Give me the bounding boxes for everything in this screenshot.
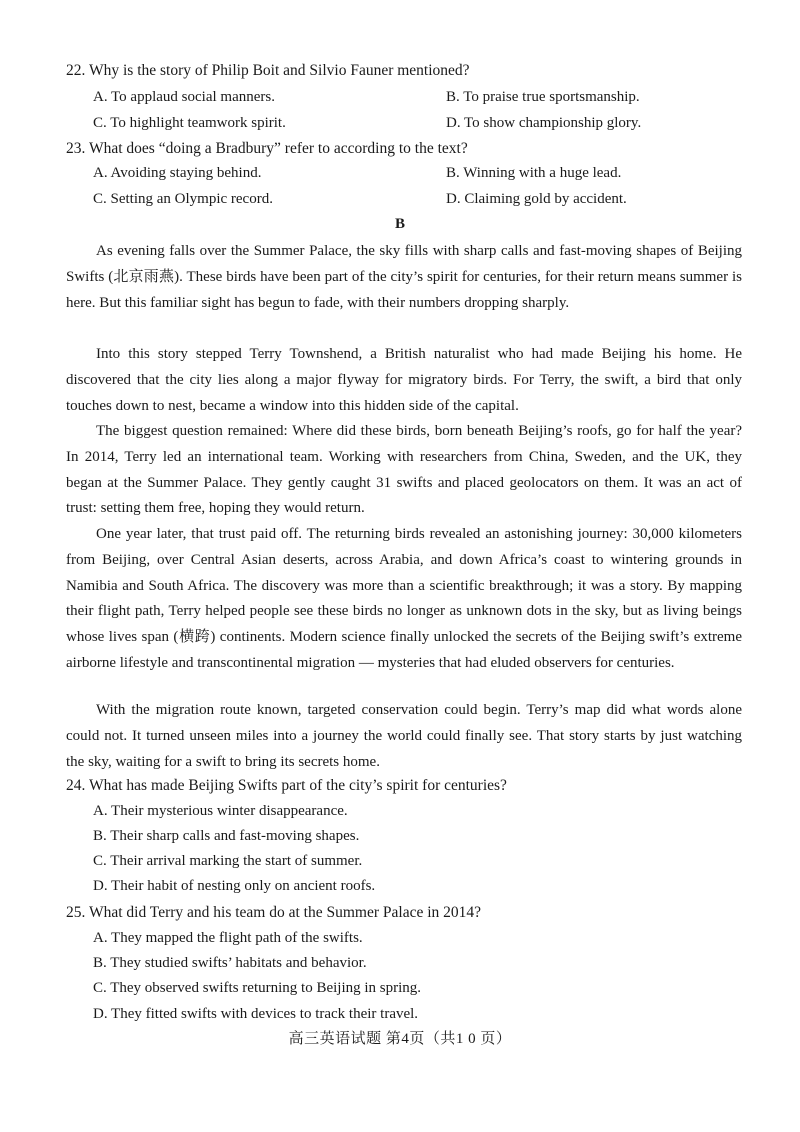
question-22-option-c: C. To highlight teamwork spirit. xyxy=(93,115,286,131)
question-25-option-c: C. They observed swifts returning to Beijing in spring. xyxy=(93,980,422,996)
page-footer: 高三英语试题 第4页（共1 0 页） xyxy=(288,1031,512,1047)
question-23-option-b: B. Winning with a huge lead. xyxy=(446,165,622,181)
question-25-option-b: B. They studied swifts’ habitats and behavior. xyxy=(93,955,367,971)
question-23-stem: 23. What does “doing a Bradbury” refer to according to the text? xyxy=(66,140,468,157)
question-22-option-a: A. To applaud social manners. xyxy=(93,89,275,105)
question-24-option-b: B. Their sharp calls and fast-moving shapes. xyxy=(93,828,360,844)
passage-paragraph-3: The biggest question remained: Where did these birds, born beneath Beijing’s roofs, go for half the year? In 2014, Terry led an international team. Working with researchers from China, Sweden, and the UK, they began at the Summer Palace. They gently caught 31 swifts and placed geolocators on them. It was an act of trust: setting them free, hoping they would return. xyxy=(66,423,742,517)
passage-paragraph-1: As evening falls over the Summer Palace, the sky fills with sharp calls and fast-moving shapes of Beijing Swifts (北京雨燕). These birds have been part of the city’s spirit for centuries, for their return means summer is here. But this familiar sight has begun to fade, with their numbers dropping sharply. xyxy=(66,243,742,311)
question-24-option-d: D. Their habit of nesting only on ancient roofs. xyxy=(93,878,376,894)
question-25-stem: 25. What did Terry and his team do at the Summer Palace in 2014? xyxy=(66,904,482,921)
question-24-option-a: A. Their mysterious winter disappearance. xyxy=(93,803,348,819)
question-24-stem: 24. What has made Beijing Swifts part of the city’s spirit for centuries? xyxy=(66,777,507,794)
question-22-stem: 22. Why is the story of Philip Boit and Silvio Fauner mentioned? xyxy=(66,62,470,79)
question-23-option-c: C. Setting an Olympic record. xyxy=(93,191,273,207)
question-25-option-d: D. They fitted swifts with devices to track their travel. xyxy=(93,1006,419,1022)
question-25-option-a: A. They mapped the flight path of the swifts. xyxy=(93,930,363,946)
passage-paragraph-2: Into this story stepped Terry Townshend, a British naturalist who had made Beijing his home. He discovered that the city lies along a major flyway for migratory birds. For Terry, the swift, a bird that only touches down to nest, became a window into this hidden side of the capital. xyxy=(66,346,742,414)
question-22-option-b: B. To praise true sportsmanship. xyxy=(446,89,640,105)
passage-paragraph-5: With the migration route known, targeted conservation could begin. Terry’s map did what words alone could not. It turned unseen miles into a journey the world could finally see. That story starts by just watching the sky, waiting for a swift to bring its secrets home. xyxy=(66,702,742,770)
section-label: B xyxy=(394,216,405,232)
question-23-option-a: A. Avoiding staying behind. xyxy=(93,165,262,181)
question-23-option-d: D. Claiming gold by accident. xyxy=(446,191,627,207)
question-24-option-c: C. Their arrival marking the start of summer. xyxy=(93,853,363,869)
question-22-option-d: D. To show championship glory. xyxy=(446,115,642,131)
passage-paragraph-4: One year later, that trust paid off. The returning birds revealed an astonishing journey: 30,000 kilometers from Beijing, over Central Asian deserts, across Arabia, and down Africa’s coast to wintering grounds in Namibia and South Africa. The discovery was more than a scientific breakthrough; it was a story. By mapping their flight path, Terry helped people see these birds no longer as unknown dots in the sky, but as living beings whose lives span (横跨) continents. Modern science finally unlocked the secrets of the Beijing swift’s extreme airborne lifestyle and transcontinental migration — mysteries that had eluded observers for centuries. xyxy=(66,526,742,671)
